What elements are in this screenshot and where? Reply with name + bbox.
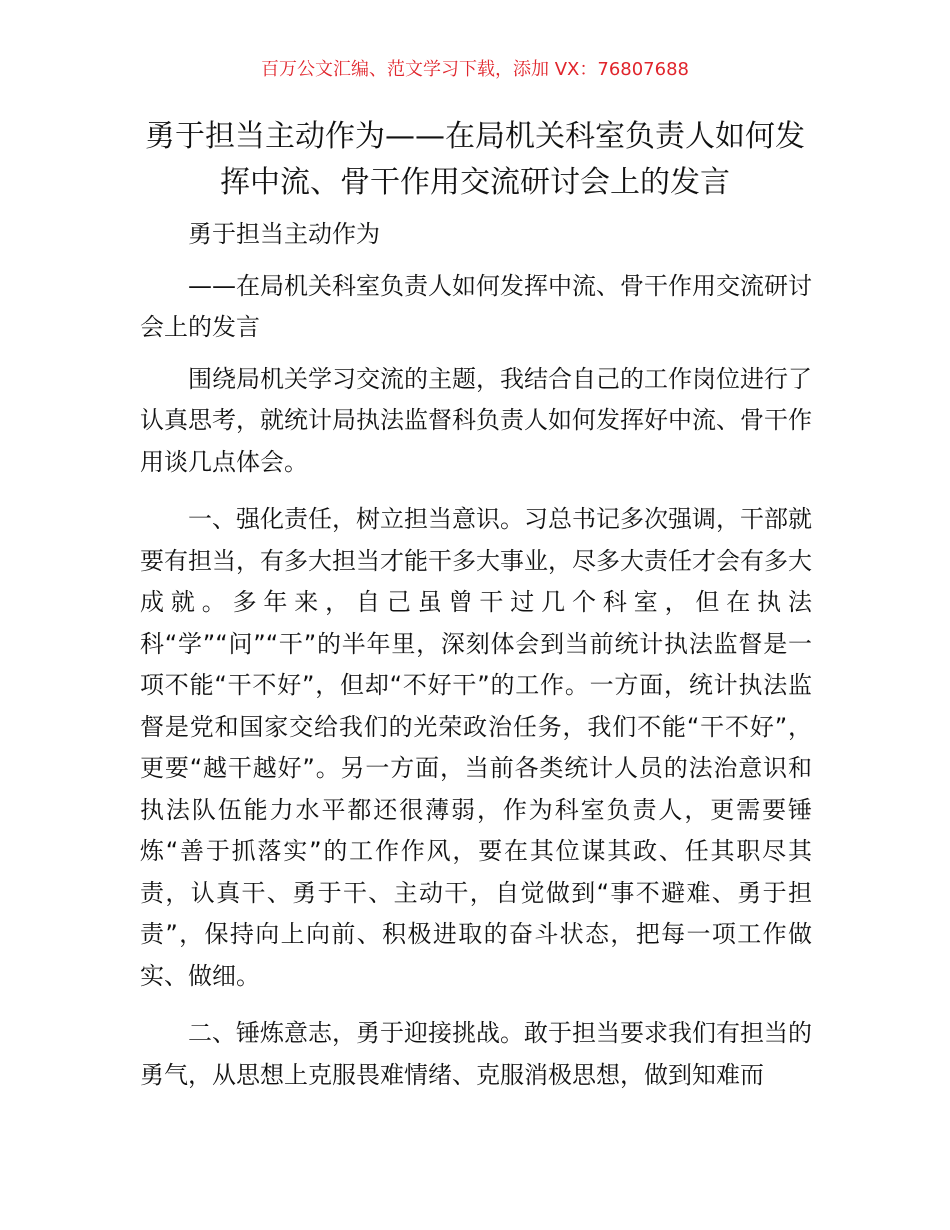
paragraph-intro: 围绕局机关学习交流的主题，我结合自己的工作岗位进行了认真思考，就统计局执法监督科负责人如何发挥好中流、骨干作用谈几点体会。 bbox=[140, 364, 812, 476]
paragraph-point-one: 一、强化责任，树立担当意识。习总书记多次强调，干部就要有担当，有多大担当才能干多大事业，尽多大责任才会有多大成就。多年来，自己虽曾干过几个科室，但在执法科“学”“问”“干”的半年里，深刻体会到当前统计执法监督是一项不能“干不好”，但却“不好干”的工作。一方面，统计执法监督是党和国家交给我们的光荣政治任务，我们不能“干不好”，更要“越干越好”。另一方面，当前各类统计人员的法治意识和执法队伍能力水平都还很薄弱，作为科室负责人，更需要锤炼“善于抓落实”的工作作风，要在其位谋其政、任其职尽其责，认真干、勇于干、主动干，自觉做到“事不避难、勇于担责”，保持向上向前、积极进取的奋斗状态，把每一项工作做实、做细。 bbox=[140, 505, 812, 990]
paragraph-subtitle-sub: ——在局机关科室负责人如何发挥中流、骨干作用交流研讨会上的发言 bbox=[140, 271, 812, 341]
document-title: 勇于担当主动作为——在局机关科室负责人如何发挥中流、骨干作用交流研讨会上的发言 bbox=[145, 119, 805, 200]
paragraph-point-two: 二、锤炼意志，勇于迎接挑战。敢于担当要求我们有担当的勇气，从思想上克服畏难情绪、克服消极思想，做到知难而 bbox=[140, 1019, 812, 1089]
watermark-banner: 百万公文汇编、范文学习下载，添加 VX：76807688 bbox=[261, 59, 689, 80]
paragraph-subtitle-main: 勇于担当主动作为 bbox=[188, 220, 380, 248]
document-body bbox=[140, 214, 812, 1112]
